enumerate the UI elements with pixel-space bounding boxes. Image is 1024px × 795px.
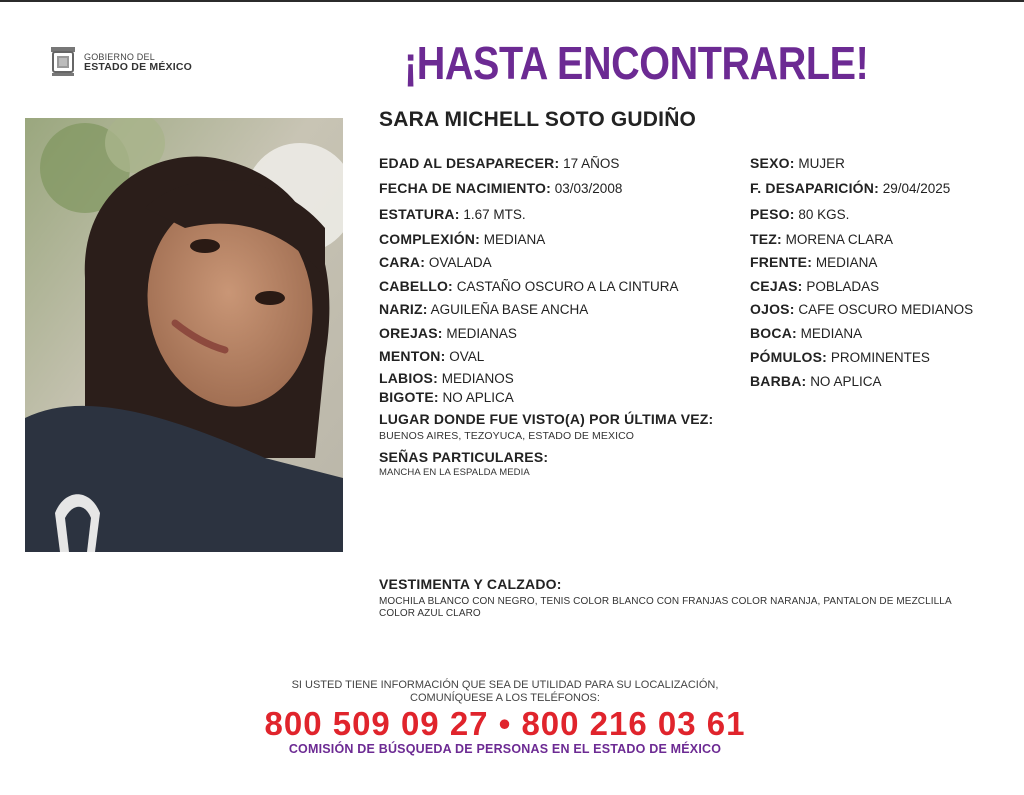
top-border	[0, 0, 1024, 2]
government-logo	[48, 44, 192, 80]
field-chin: MENTON: OVAL	[379, 348, 485, 364]
coat-of-arms-icon	[48, 44, 78, 80]
field-skin-tone: TEZ: MORENA CLARA	[750, 231, 893, 247]
field-forehead: FRENTE: MEDIANA	[750, 254, 878, 270]
field-disappearance-date: F. DESAPARICIÓN: 29/04/2025	[750, 180, 951, 196]
headline: ¡HASTA ENCONTRARLE!	[404, 37, 869, 89]
logo-line-2: ESTADO DE MÉXICO	[84, 61, 193, 73]
commission-name: COMISIÓN DE BÚSQUEDA DE PERSONAS EN EL ESTADO DE MÉXICO	[288, 742, 722, 756]
person-name: SARA MICHELL SOTO GUDIÑO	[379, 108, 697, 131]
field-height: ESTATURA: 1.67 MTS.	[379, 206, 526, 222]
contact-info	[270, 679, 740, 705]
phone-separator: •	[498, 705, 512, 742]
logo-line-1: GOBIERNO DEL	[84, 52, 155, 62]
contact-info-line-2: COMUNÍQUESE A LOS TELÉFONOS:	[410, 692, 600, 704]
marks-label: SEÑAS PARTICULARES:	[379, 449, 549, 465]
field-nose: NARIZ: AGUILEÑA BASE ANCHA	[379, 301, 589, 317]
clothing-line-2: COLOR AZUL CLARO	[379, 608, 481, 619]
person-photo	[25, 118, 343, 552]
phone-numbers	[230, 705, 780, 743]
field-eyes: OJOS: CAFE OSCURO MEDIANOS	[750, 301, 974, 317]
last-seen-value: BUENOS AIRES, TEZOYUCA, ESTADO DE MEXICO	[379, 430, 635, 442]
contact-info-line-1: SI USTED TIENE INFORMACIÓN QUE SEA DE UTILIDAD PARA SU LOCALIZACIÓN,	[291, 679, 719, 691]
field-face: CARA: OVALADA	[379, 254, 492, 270]
field-sex: SEXO: MUJER	[750, 155, 845, 171]
field-beard: BARBA: NO APLICA	[750, 373, 882, 389]
field-mouth: BOCA: MEDIANA	[750, 325, 863, 341]
field-birth-date: FECHA DE NACIMIENTO: 03/03/2008	[379, 180, 623, 196]
phone-2[interactable]: 800 216 03 61	[521, 705, 746, 742]
field-ears: OREJAS: MEDIANAS	[379, 325, 517, 341]
field-eyebrows: CEJAS: POBLADAS	[750, 278, 880, 294]
phone-1[interactable]: 800 509 09 27	[264, 705, 489, 742]
field-build: COMPLEXIÓN: MEDIANA	[379, 231, 546, 247]
field-mustache: BIGOTE: NO APLICA	[379, 389, 514, 405]
last-seen-label: LUGAR DONDE FUE VISTO(A) POR ÚLTIMA VEZ:	[379, 411, 714, 427]
clothing-label: VESTIMENTA Y CALZADO:	[379, 576, 562, 592]
marks-value: MANCHA EN LA ESPALDA MEDIA	[379, 467, 530, 478]
field-lips: LABIOS: MEDIANOS	[379, 370, 514, 386]
field-age: EDAD AL DESAPARECER: 17 AÑOS	[379, 155, 620, 171]
field-weight: PESO: 80 KGS.	[750, 206, 850, 222]
field-hair: CABELLO: CASTAÑO OSCURO A LA CINTURA	[379, 278, 679, 294]
clothing-line-1: MOCHILA BLANCO CON NEGRO, TENIS COLOR BLANCO CON FRANJAS COLOR NARANJA, PANTALON DE MEZCLILLA	[379, 596, 952, 607]
field-cheekbones: PÓMULOS: PROMINENTES	[750, 349, 930, 365]
